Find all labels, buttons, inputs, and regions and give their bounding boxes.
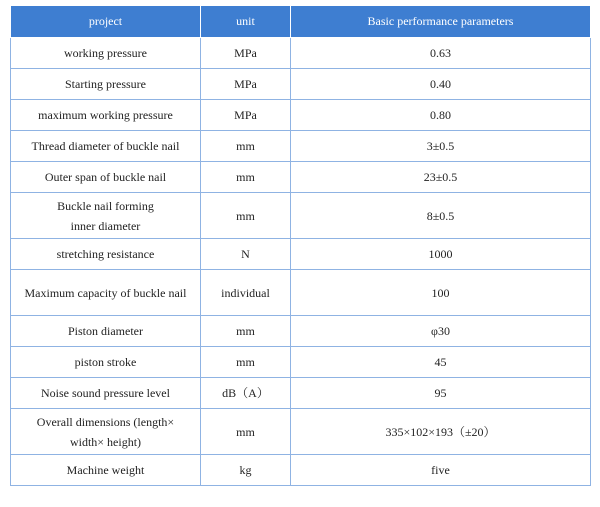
cell-project: Piston diameter: [11, 316, 201, 347]
cell-unit: mm: [201, 316, 291, 347]
cell-unit: kg: [201, 455, 291, 486]
table-row: [11, 455, 591, 486]
table-header-row: [11, 6, 591, 38]
cell-project: Maximum capacity of buckle nail: [11, 270, 201, 316]
table-row: [11, 409, 591, 455]
cell-unit: individual: [201, 270, 291, 316]
cell-project: [11, 409, 201, 455]
cell-project: [11, 193, 201, 239]
cell-project: maximum working pressure: [11, 100, 201, 131]
table-row: [11, 69, 591, 100]
header-unit: unit: [201, 6, 291, 38]
table-row: [11, 100, 591, 131]
cell-project-line2: width× height): [69, 434, 142, 449]
spec-table-container: [10, 6, 590, 486]
cell-unit: MPa: [201, 69, 291, 100]
cell-project: stretching resistance: [11, 239, 201, 270]
cell-project-line2: inner diameter: [70, 218, 141, 233]
cell-project-line1: Buckle nail forming: [57, 198, 154, 213]
cell-project: piston stroke: [11, 347, 201, 378]
table-row: [11, 193, 591, 239]
cell-unit: dB（A）: [201, 378, 291, 409]
cell-value: 335×102×193（±20）: [291, 409, 591, 455]
table-row: [11, 270, 591, 316]
cell-unit: MPa: [201, 100, 291, 131]
cell-value: 95: [291, 378, 591, 409]
spec-table: [10, 6, 591, 486]
cell-value: five: [291, 455, 591, 486]
cell-project: Thread diameter of buckle nail: [11, 131, 201, 162]
table-row: [11, 347, 591, 378]
header-parameters: Basic performance parameters: [291, 6, 591, 38]
cell-unit: mm: [201, 347, 291, 378]
table-row: [11, 239, 591, 270]
cell-unit: mm: [201, 131, 291, 162]
cell-unit: mm: [201, 162, 291, 193]
cell-value: 0.63: [291, 38, 591, 69]
table-row: [11, 38, 591, 69]
table-row: [11, 162, 591, 193]
cell-project: Starting pressure: [11, 69, 201, 100]
cell-value: 1000: [291, 239, 591, 270]
cell-value: 3±0.5: [291, 131, 591, 162]
cell-value: 23±0.5: [291, 162, 591, 193]
cell-unit: mm: [201, 193, 291, 239]
cell-value: 100: [291, 270, 591, 316]
cell-project: Outer span of buckle nail: [11, 162, 201, 193]
cell-value: 0.40: [291, 69, 591, 100]
cell-project: Machine weight: [11, 455, 201, 486]
header-project: project: [11, 6, 201, 38]
cell-value: φ30: [291, 316, 591, 347]
cell-value: 0.80: [291, 100, 591, 131]
cell-project-line1: Overall dimensions (length×: [36, 414, 175, 429]
cell-project: Noise sound pressure level: [11, 378, 201, 409]
cell-unit: MPa: [201, 38, 291, 69]
table-row: [11, 378, 591, 409]
table-row: [11, 316, 591, 347]
table-row: [11, 131, 591, 162]
cell-value: 8±0.5: [291, 193, 591, 239]
cell-unit: mm: [201, 409, 291, 455]
cell-project: working pressure: [11, 38, 201, 69]
cell-value: 45: [291, 347, 591, 378]
cell-unit: N: [201, 239, 291, 270]
